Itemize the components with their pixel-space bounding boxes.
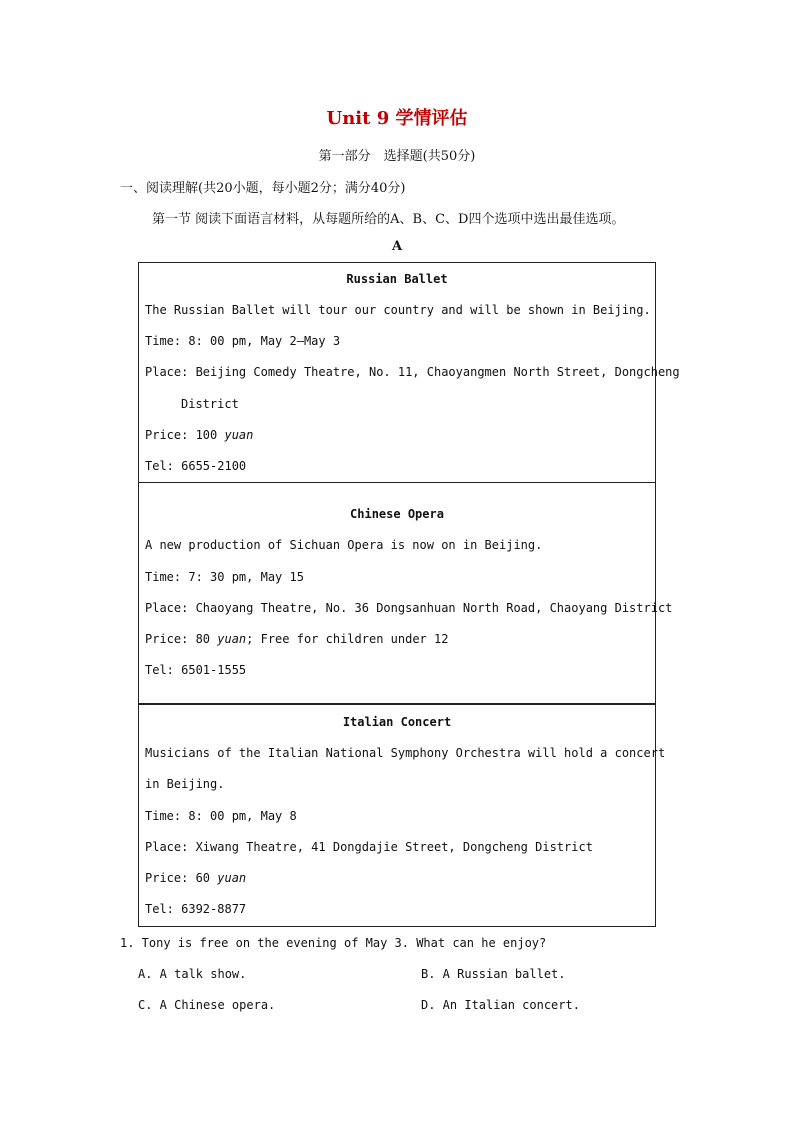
- ad-time: Time: 8: 00 pm, May 2—May 3: [145, 334, 341, 348]
- option-c[interactable]: C. A Chinese opera.: [138, 998, 276, 1012]
- ad-price: [145, 871, 246, 885]
- option-d[interactable]: D. An Italian concert.: [421, 998, 580, 1012]
- ad-italian-concert: [138, 704, 666, 927]
- part-heading: 第一部分 选择题(共50分): [318, 149, 476, 164]
- ad-price: [145, 632, 448, 646]
- ad-price: [145, 428, 253, 442]
- price-label: Price: 100: [145, 428, 225, 442]
- ad-heading: Russian Ballet: [346, 272, 448, 286]
- price-label: Price: 60: [145, 871, 218, 885]
- price-unit: yuan: [224, 428, 254, 442]
- ad-place: Place: Beijing Comedy Theatre, No. 11, Chaoyangmen North Street, Dongcheng: [145, 365, 680, 379]
- ad-place: Place: Xiwang Theatre, 41 Dongdajie Street, Dongcheng District: [145, 840, 593, 854]
- ad-description: Musicians of the Italian National Symphony Orchestra will hold a concert: [145, 746, 666, 760]
- ad-place: Place: Chaoyang Theatre, No. 36 Dongsanhuan North Road, Chaoyang District: [145, 601, 673, 615]
- question-stem: 1. Tony is free on the evening of May 3. What can he enjoy?: [120, 936, 547, 950]
- ad-tel: Tel: 6392-8877: [145, 902, 247, 916]
- ad-chinese-opera: [138, 481, 673, 704]
- ad-description: The Russian Ballet will tour our country and will be shown in Beijing.: [145, 303, 651, 317]
- page-title: Unit 9 学情评估: [326, 108, 468, 129]
- ad-description-continued: in Beijing.: [145, 777, 225, 791]
- price-unit: yuan: [217, 871, 247, 885]
- ad-tel: Tel: 6655-2100: [145, 459, 247, 473]
- price-unit: yuan: [217, 632, 247, 646]
- instruction-text: 第一节 阅读下面语言材料，从每题所给的A、B、C、D四个选项中选出最佳选项。: [152, 212, 625, 227]
- ad-russian-ballet: [138, 262, 680, 483]
- ad-tel: Tel: 6501-1555: [145, 663, 247, 677]
- ad-description: A new production of Sichuan Opera is now on in Beijing.: [145, 538, 543, 552]
- option-a[interactable]: A. A talk show.: [138, 967, 247, 981]
- price-note: ; Free for children under 12: [246, 632, 449, 646]
- ad-heading: Chinese Opera: [350, 507, 444, 521]
- section-heading: 一、阅读理解(共20小题，每小题2分；满分40分): [120, 181, 406, 196]
- option-b[interactable]: B. A Russian ballet.: [421, 967, 566, 981]
- ad-place-continued: District: [181, 397, 239, 411]
- price-label: Price: 80: [145, 632, 218, 646]
- passage-label: A: [391, 239, 403, 254]
- ad-time: Time: 8: 00 pm, May 8: [145, 809, 297, 823]
- ad-heading: Italian Concert: [342, 715, 452, 729]
- ad-time: Time: 7: 30 pm, May 15: [145, 570, 304, 584]
